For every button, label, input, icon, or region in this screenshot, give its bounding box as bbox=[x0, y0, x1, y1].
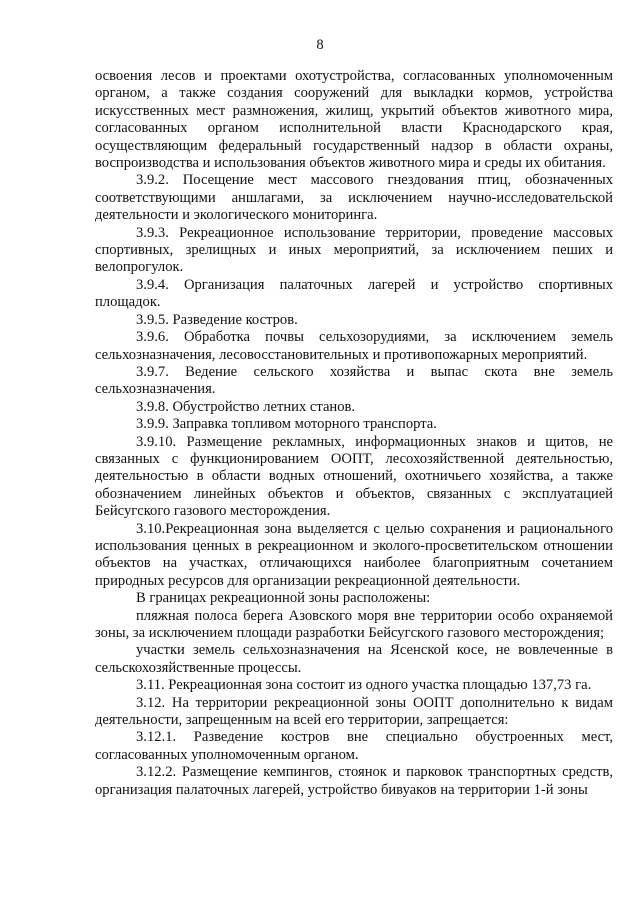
clause-3-9-3: 3.9.3. Рекреационное использование территории, проведение массовых спортивных, зрелищных и иных мероприятий, за исключением пеших и велопрогулок. bbox=[95, 224, 613, 276]
clause-3-9-2: 3.9.2. Посещение мест массового гнездования птиц, обозначенных соответствующими аншлагами, за исключением научно-исследовательской деятельности и экологического мониторинга. bbox=[95, 172, 613, 224]
recreation-zone-item-beach: пляжная полоса берега Азовского моря вне территории особо охраняемой зоны, за исключением площади разработки Бейсугского газового месторождения; bbox=[95, 607, 613, 641]
clause-3-9-8: 3.9.8. Обустройство летних станов. bbox=[136, 398, 356, 415]
clause-3-10: 3.10.Рекреационная зона выделяется с целью сохранения и рационального использования ценных в рекреационном и эколого-просветительском отношении объектов на участках, отличающихся наиболее благоприятным сочетанием природных ресурсов для организации рекреационной деятельности. bbox=[95, 520, 613, 589]
clause-3-11: 3.11. Рекреационная зона состоит из одного участка площадью 137,73 га. bbox=[136, 677, 592, 694]
clause-3-9-4: 3.9.4. Организация палаточных лагерей и устройство спортивных площадок. bbox=[95, 276, 613, 311]
document-body bbox=[95, 68, 613, 799]
clause-3-9-9: 3.9.9. Заправка топливом моторного транспорта. bbox=[136, 416, 437, 433]
clause-3-12: 3.12. На территории рекреационной зоны ООПТ дополнительно к видам деятельности, запрещенным на всей его территории, запрещается: bbox=[95, 694, 613, 729]
clause-3-9-10: 3.9.10. Размещение рекламных, информационных знаков и щитов, не связанных с функционированием ООПТ, лесохозяйственной деятельностью, деятельностью в области водных отношений, охотничьего хозяйства, а также обозначением линейных объектов и объектов, связанных с эксплуатацией Бейсугского газового месторождения. bbox=[95, 433, 613, 520]
clause-3-12-2: 3.12.2. Размещение кемпингов, стоянок и парковок транспортных средств, организация палаточных лагерей, устройство бивуаков на территории 1-й зоны bbox=[95, 764, 613, 798]
recreation-zone-intro: В границах рекреационной зоны расположены: bbox=[136, 590, 431, 607]
clause-3-9-6: 3.9.6. Обработка почвы сельхозорудиями, за исключением земель сельхозназначения, лесовосстановительных и противопожарных мероприятий. bbox=[95, 329, 613, 363]
recreation-zone-item-land: участки земель сельхозназначения на Ясенской косе, не вовлеченные в сельскохозяйственные процессы. bbox=[95, 642, 613, 676]
clause-3-12-1: 3.12.1. Разведение костров вне специально обустроенных мест, согласованных уполномоченным органом. bbox=[95, 729, 613, 763]
clause-3-9-5: 3.9.5. Разведение костров. bbox=[136, 311, 298, 328]
page-number: 8 bbox=[316, 37, 324, 53]
clause-3-9-7: 3.9.7. Ведение сельского хозяйства и выпас скота вне земель сельхозназначения. bbox=[95, 363, 613, 398]
paragraph-continuation: освоения лесов и проектами охотустройства, согласованных уполномоченным органом, а также создания сооружений для выкладки кормов, устройства искусственных мест размножения, жилищ, укрытий объектов животного мира, согласованных органом исполнительной власти Краснодарского края, осуществляющим федеральный государственный надзор в области охраны, воспроизводства и использования объектов животного мира и среды их обитания. bbox=[95, 68, 613, 172]
